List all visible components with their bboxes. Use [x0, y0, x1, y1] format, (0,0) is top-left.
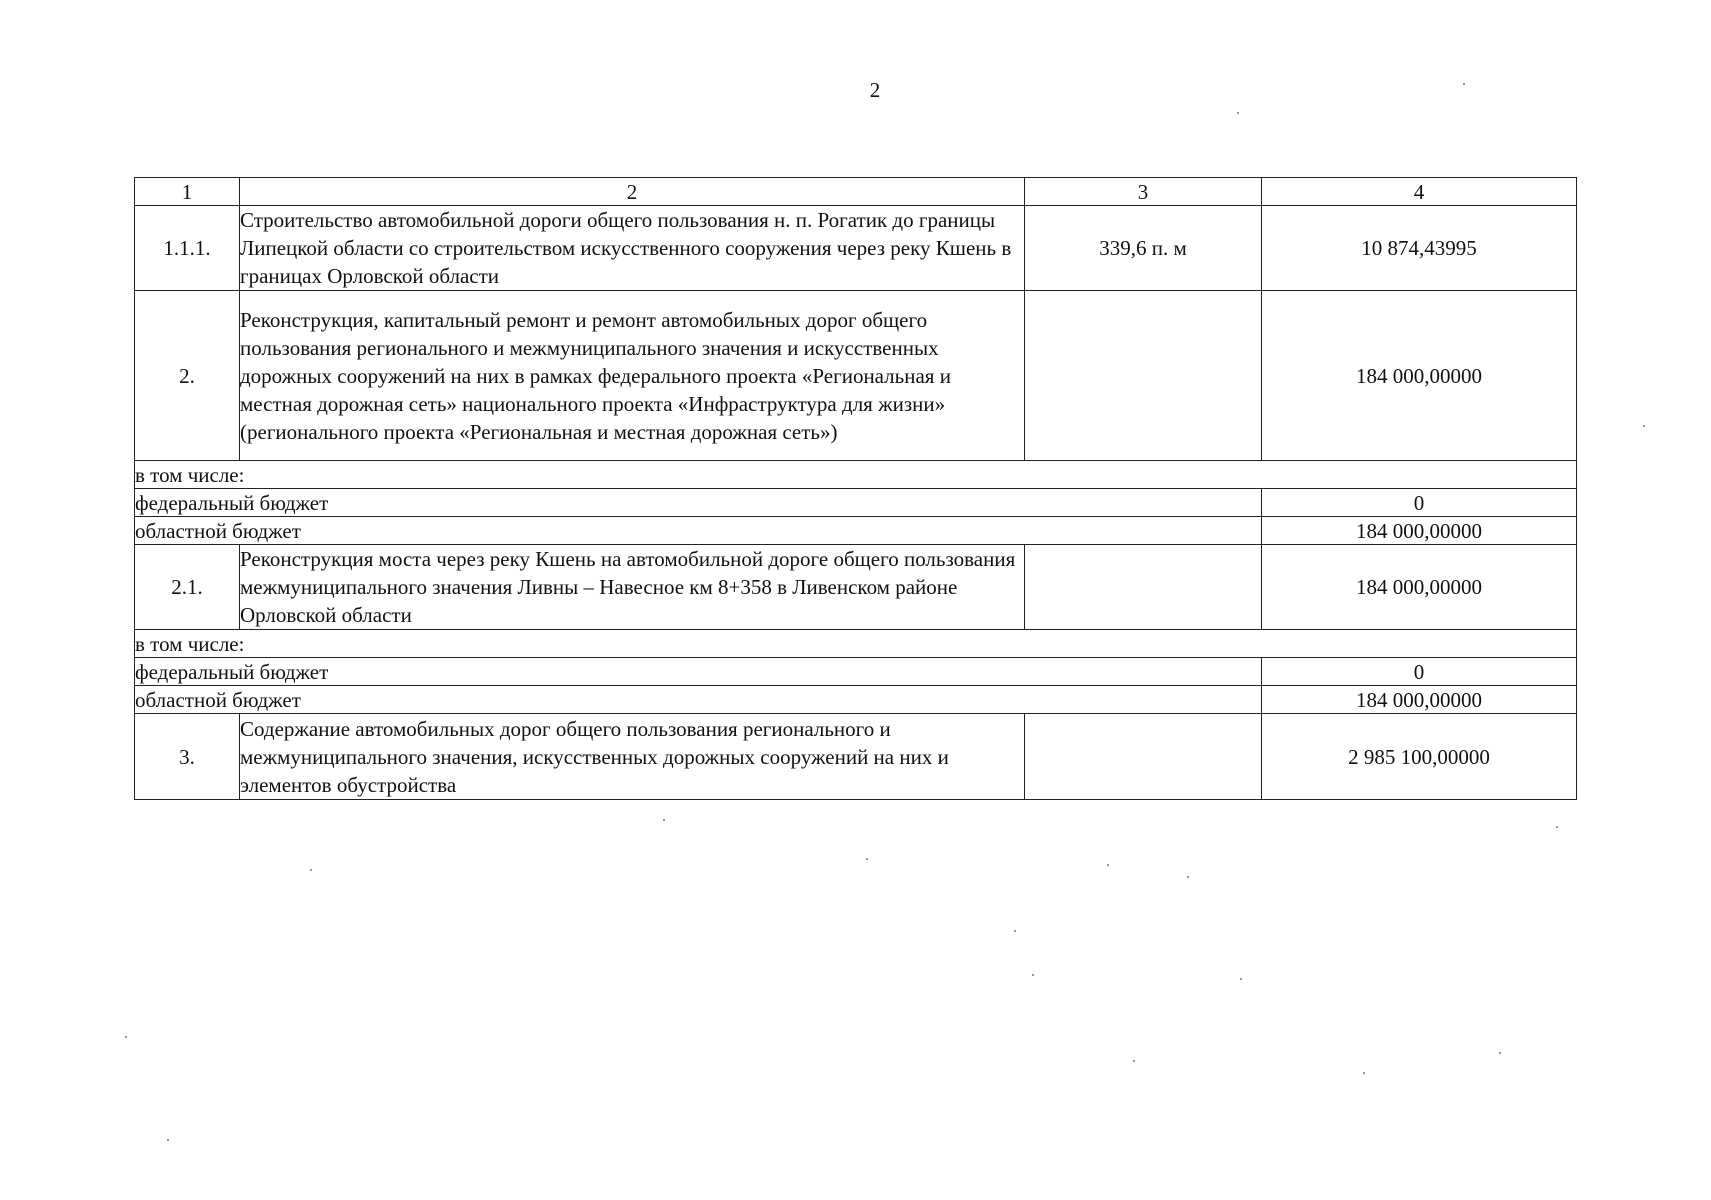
table-row	[135, 291, 1577, 461]
budget-amount: 0	[1262, 658, 1577, 686]
budget-row	[135, 658, 1577, 686]
row-number: 2.	[135, 291, 240, 461]
scan-speck	[1463, 83, 1465, 85]
scan-speck	[310, 869, 312, 871]
budget-amount: 184 000,00000	[1262, 517, 1577, 545]
row-quantity	[1025, 714, 1262, 800]
row-description: Содержание автомобильных дорог общего пользования регионального и межмуниципального значения, искусственных дорожных сооружений на них и элементов обустройства	[240, 714, 1025, 800]
subtotal-note-row	[135, 461, 1577, 489]
header-col-4: 4	[1262, 178, 1577, 206]
header-col-2: 2	[240, 178, 1025, 206]
row-number: 3.	[135, 714, 240, 800]
scan-speck	[1237, 112, 1239, 114]
budget-amount: 184 000,00000	[1262, 686, 1577, 714]
scan-speck	[125, 1036, 127, 1038]
scan-speck	[1187, 876, 1189, 878]
budget-label: федеральный бюджет	[135, 658, 1262, 686]
data-table	[134, 177, 1577, 800]
row-description: Реконструкция моста через реку Кшень на автомобильной дороге общего пользования межмуниципального значения Ливны – Навесное км 8+358 в Ливенском районе Орловской области	[240, 545, 1025, 630]
scan-speck	[866, 858, 868, 860]
scan-speck	[1643, 425, 1645, 427]
header-col-3: 3	[1025, 178, 1262, 206]
budget-row	[135, 517, 1577, 545]
subtotal-note-row	[135, 630, 1577, 658]
scan-speck	[167, 1139, 169, 1141]
budget-label: федеральный бюджет	[135, 489, 1262, 517]
scan-speck	[1499, 1052, 1501, 1054]
table-row	[135, 545, 1577, 630]
budget-label: областной бюджет	[135, 686, 1262, 714]
including-label: в том числе:	[135, 630, 1577, 658]
budget-row	[135, 686, 1577, 714]
scan-speck	[1014, 930, 1016, 932]
row-amount: 184 000,00000	[1262, 291, 1577, 461]
row-amount: 184 000,00000	[1262, 545, 1577, 630]
row-amount: 10 874,43995	[1262, 206, 1577, 291]
including-label: в том числе:	[135, 461, 1577, 489]
table-row	[135, 206, 1577, 291]
row-description: Строительство автомобильной дороги общего пользования н. п. Рогатик до границы Липецкой области со строительством искусственного сооружения через реку Кшень в границах Орловской области	[240, 206, 1025, 291]
budget-row	[135, 489, 1577, 517]
header-row	[135, 178, 1577, 206]
budget-amount: 0	[1262, 489, 1577, 517]
scan-speck	[1133, 1060, 1135, 1062]
page-number: 2	[869, 78, 881, 102]
row-quantity: 339,6 п. м	[1025, 206, 1262, 291]
scan-speck	[1107, 864, 1109, 866]
scan-speck	[663, 819, 665, 821]
row-quantity	[1025, 291, 1262, 461]
row-number: 2.1.	[135, 545, 240, 630]
budget-label: областной бюджет	[135, 517, 1262, 545]
row-description: Реконструкция, капитальный ремонт и ремонт автомобильных дорог общего пользования регионального и межмуниципального значения и искусственных дорожных сооружений на них в рамках федерального проекта «Региональная и местная дорожная сеть» национального проекта «Инфраструктура для жизни» (регионального проекта «Региональная и местная дорожная сеть»)	[240, 291, 1025, 461]
row-amount: 2 985 100,00000	[1262, 714, 1577, 800]
scan-speck	[1032, 974, 1034, 976]
scan-speck	[1363, 1072, 1365, 1074]
header-col-1: 1	[135, 178, 240, 206]
scan-speck	[1556, 826, 1558, 828]
scan-speck	[1240, 978, 1242, 980]
row-number: 1.1.1.	[135, 206, 240, 291]
table-row	[135, 714, 1577, 800]
row-quantity	[1025, 545, 1262, 630]
